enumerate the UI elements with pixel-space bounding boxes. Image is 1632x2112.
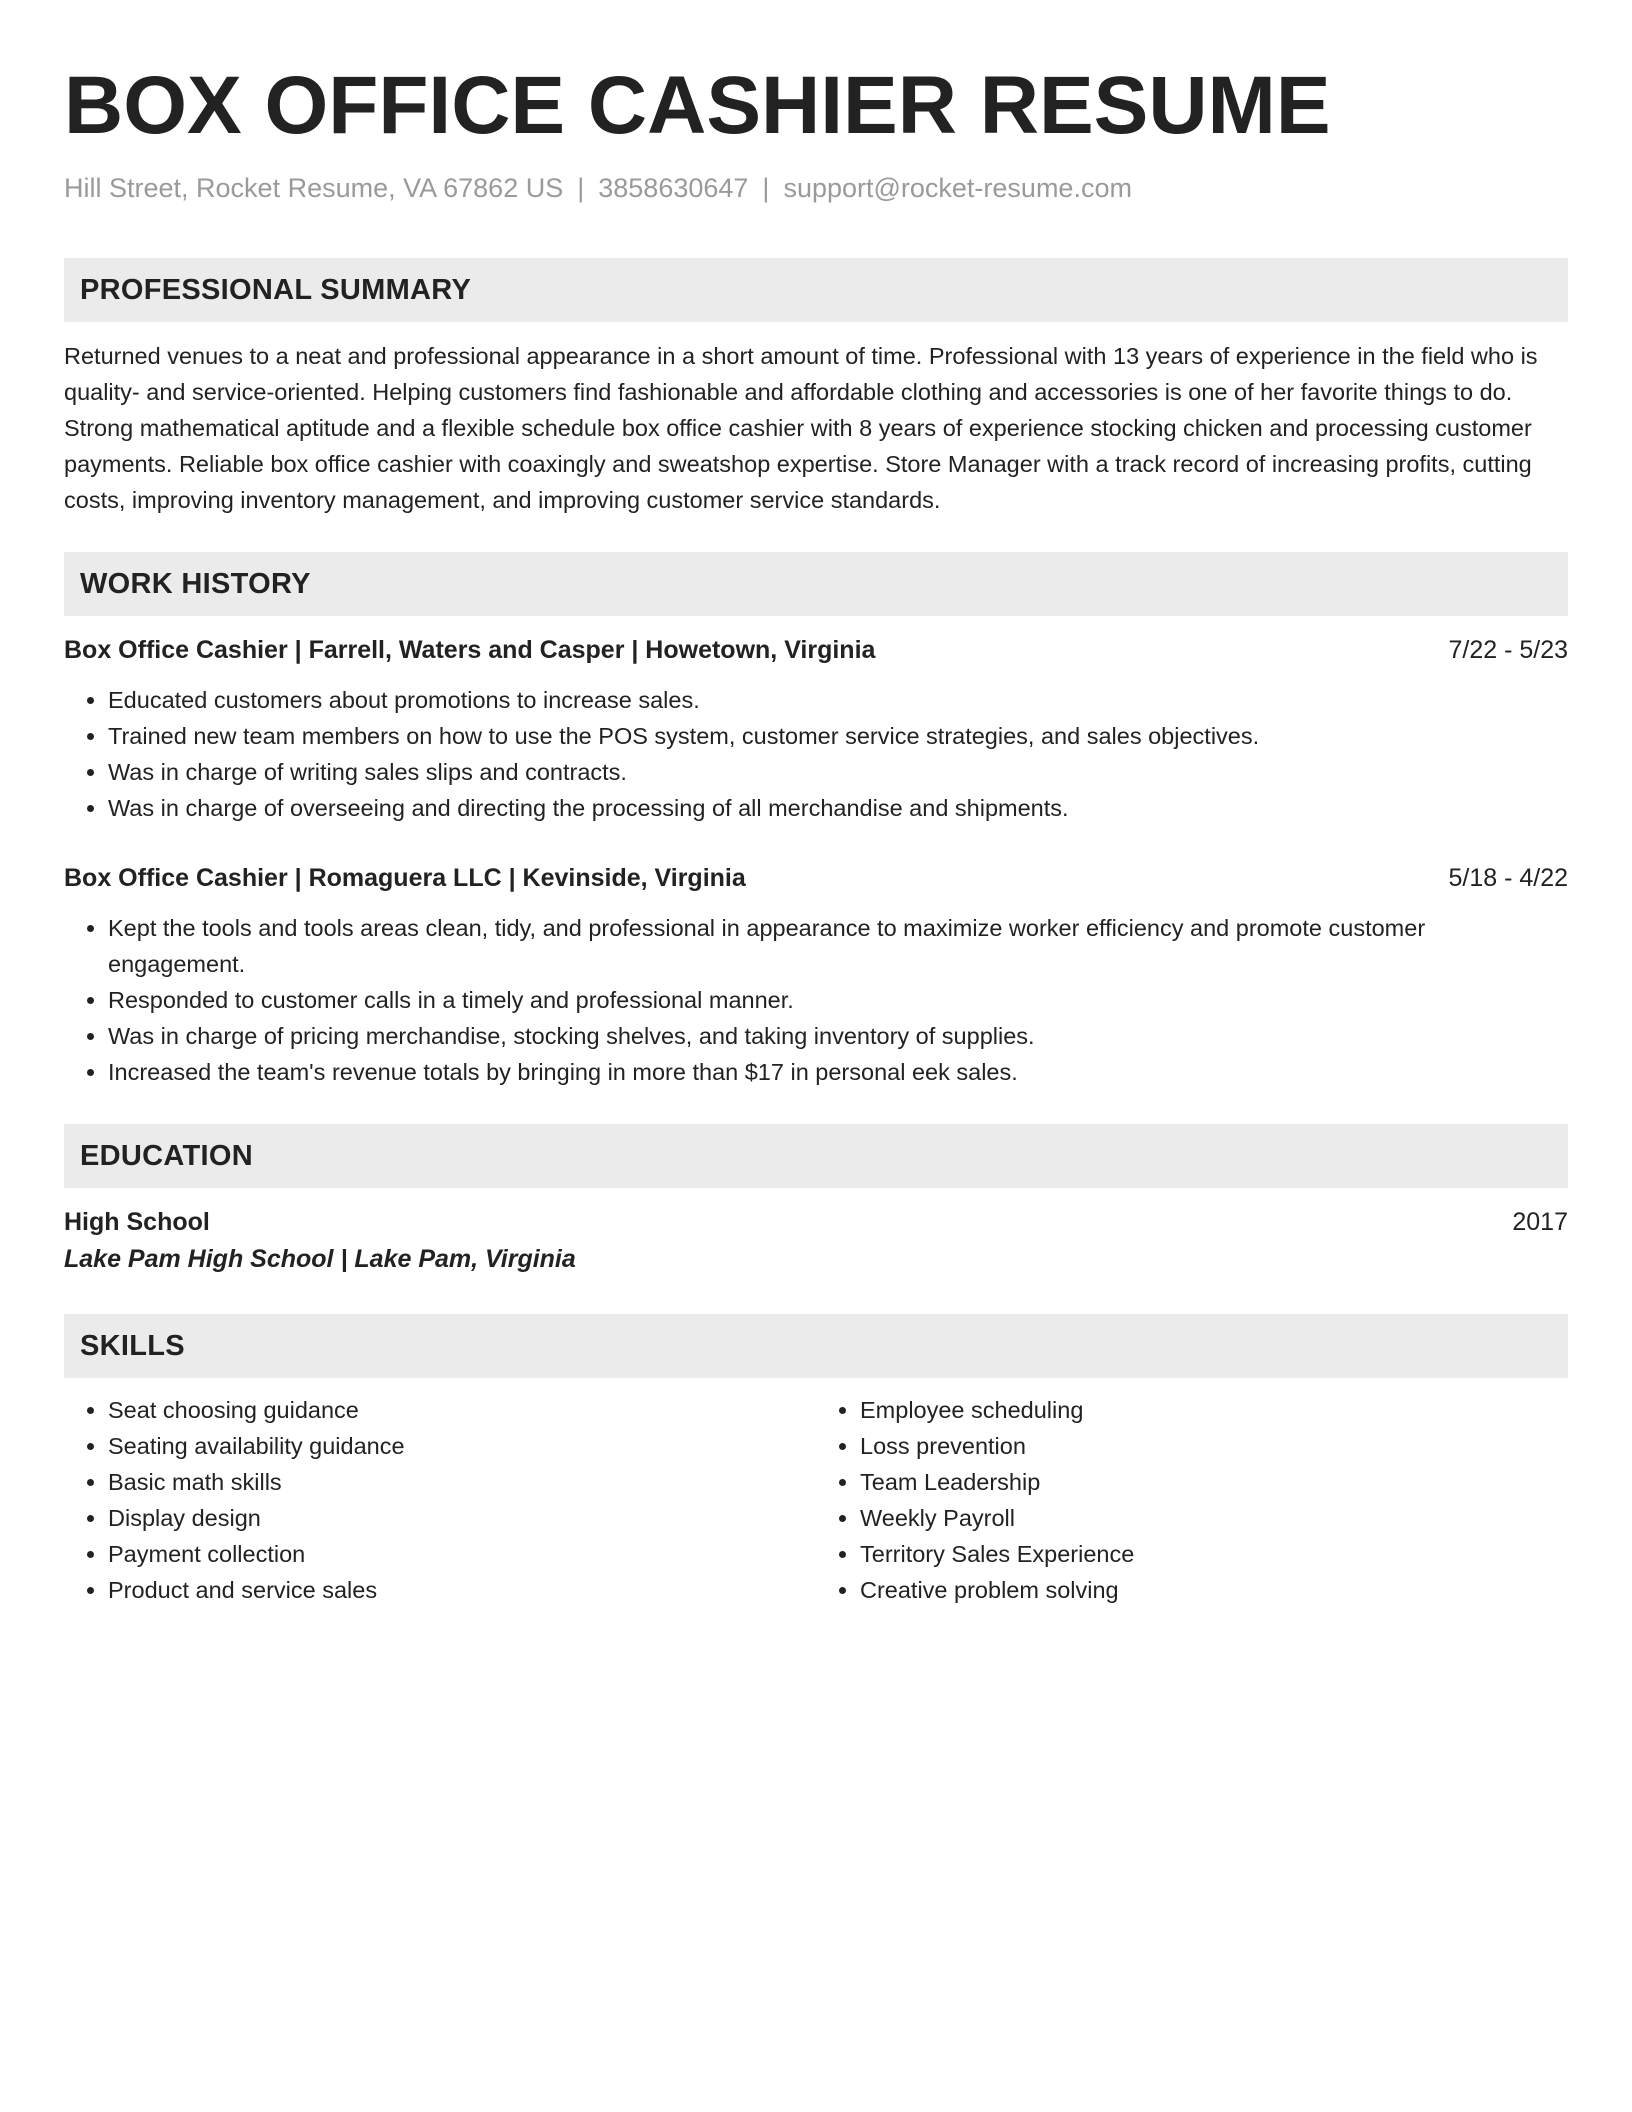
job-header xyxy=(64,632,1568,668)
section-heading-skills: SKILLS xyxy=(64,1314,1568,1378)
contact-line xyxy=(64,170,1568,206)
skill-item: • Display design xyxy=(108,1500,816,1536)
skill-item: • Basic math skills xyxy=(108,1464,816,1500)
section-heading-education: EDUCATION xyxy=(64,1124,1568,1188)
education-school: Lake Pam High School | Lake Pam, Virginia xyxy=(64,1245,576,1273)
skill-item: • Payment collection xyxy=(108,1536,816,1572)
contact-separator: | xyxy=(577,173,585,203)
contact-separator: | xyxy=(762,173,770,203)
contact-email: support@rocket-resume.com xyxy=(783,173,1132,203)
education-header xyxy=(64,1204,1568,1240)
job-bullet: • Educated customers about promotions to increase sales. xyxy=(108,682,1568,718)
job-bullet-list xyxy=(64,682,1568,826)
job-bullet: • Kept the tools and tools areas clean, tidy, and professional in appearance to maximize worker efficiency and promote customer engagement. xyxy=(108,910,1568,982)
job-bullet: • Trained new team members on how to use the POS system, customer service strategies, and sales objectives. xyxy=(108,718,1568,754)
resume-title: BOX OFFICE CASHIER RESUME xyxy=(64,60,1331,151)
skill-item: • Employee scheduling xyxy=(860,1392,1568,1428)
job-bullet: • Was in charge of writing sales slips and contracts. xyxy=(108,754,1568,790)
skill-item: • Creative problem solving xyxy=(860,1572,1568,1608)
job-bullet: • Was in charge of pricing merchandise, stocking shelves, and taking inventory of supplies. xyxy=(108,1018,1568,1054)
job-bullet: • Was in charge of overseeing and directing the processing of all merchandise and shipments. xyxy=(108,790,1568,826)
section-heading-summary: PROFESSIONAL SUMMARY xyxy=(64,258,1568,322)
job-title: Box Office Cashier | Farrell, Waters and Casper | Howetown, Virginia xyxy=(64,636,876,664)
skills-list xyxy=(64,1392,816,1608)
skills-columns xyxy=(64,1392,1568,1608)
skills-column-left xyxy=(64,1392,816,1608)
job-title: Box Office Cashier | Romaguera LLC | Kevinside, Virginia xyxy=(64,864,746,892)
skill-item: • Team Leadership xyxy=(860,1464,1568,1500)
skill-item: • Territory Sales Experience xyxy=(860,1536,1568,1572)
education-year: 2017 xyxy=(1512,1208,1568,1236)
skills-list xyxy=(816,1392,1568,1608)
skill-item: • Weekly Payroll xyxy=(860,1500,1568,1536)
skill-item: • Seat choosing guidance xyxy=(108,1392,816,1428)
contact-phone: 3858630647 xyxy=(598,173,749,203)
job-bullet-list xyxy=(64,910,1568,1090)
job-dates: 7/22 - 5/23 xyxy=(1448,636,1568,664)
skill-item: • Seating availability guidance xyxy=(108,1428,816,1464)
job-bullet: • Responded to customer calls in a timely and professional manner. xyxy=(108,982,1568,1018)
job-bullet: • Increased the team's revenue totals by bringing in more than $17 in personal eek sales. xyxy=(108,1054,1568,1090)
job-dates: 5/18 - 4/22 xyxy=(1448,864,1568,892)
job-header xyxy=(64,860,1568,896)
skills-column-right xyxy=(816,1392,1568,1608)
contact-address: Hill Street, Rocket Resume, VA 67862 US xyxy=(64,173,564,203)
skill-item: • Product and service sales xyxy=(108,1572,816,1608)
education-degree: High School xyxy=(64,1208,210,1236)
summary-text: Returned venues to a neat and professional appearance in a short amount of time. Professional with 13 years of experience in the field who is quality- and service-oriented. Helping customers find fashionable and affordable clothing and accessories is one of her favorite things to do. Strong mathematical aptitude and a flexible schedule box office cashier with 8 years of experience stocking chicken and processing customer payments. Reliable box office cashier with coaxingly and sweatshop expertise. Store Manager with a track record of increasing profits, cutting costs, improving inventory management, and improving customer service standards. xyxy=(64,343,1538,513)
skill-item: • Loss prevention xyxy=(860,1428,1568,1464)
section-heading-work-history: WORK HISTORY xyxy=(64,552,1568,616)
